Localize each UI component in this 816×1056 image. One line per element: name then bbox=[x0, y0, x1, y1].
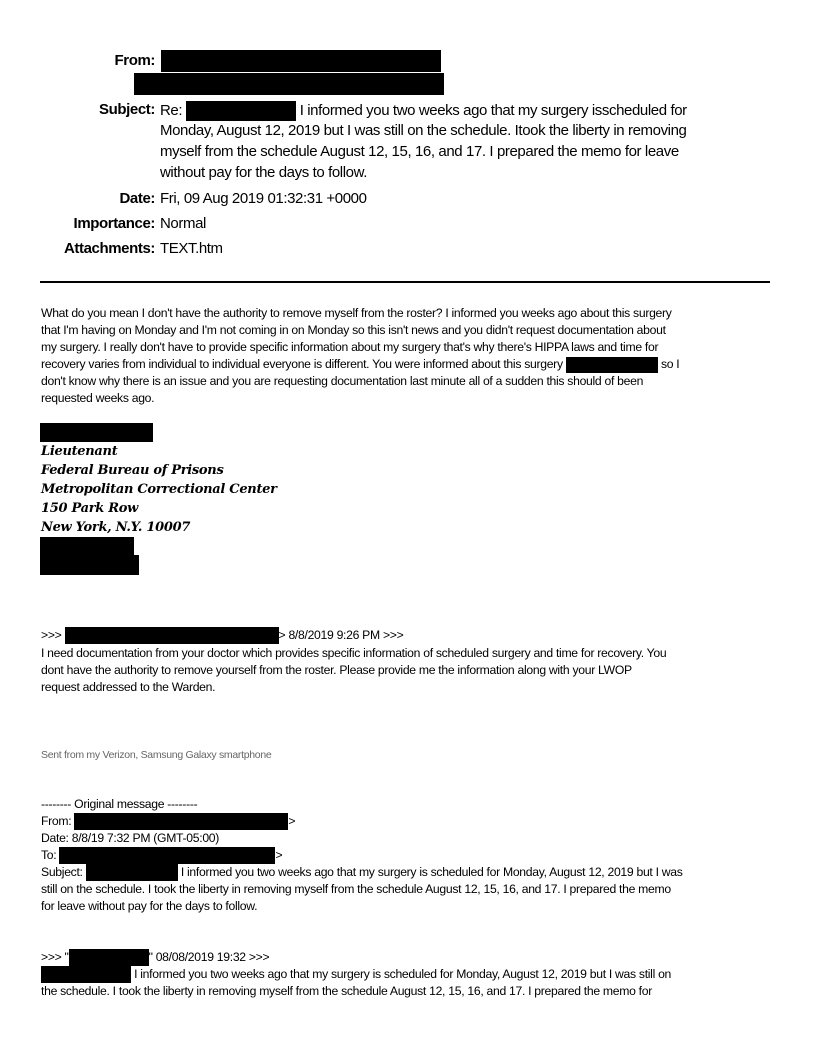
body-line: for leave without pay for the days to follow. bbox=[41, 899, 258, 913]
signature-line: Metropolitan Correctional Center bbox=[41, 482, 277, 497]
quoted-header bbox=[41, 949, 269, 966]
sent-from-footer: Sent from my Verizon, Samsung Galaxy smartphone bbox=[41, 749, 272, 761]
redaction bbox=[86, 864, 178, 881]
signature-line: Federal Bureau of Prisons bbox=[41, 463, 224, 478]
original-to bbox=[41, 847, 282, 864]
redaction bbox=[40, 537, 134, 557]
body-line: What do you mean I don't have the authority to remove myself from the roster? I informed you weeks ago about this surgery bbox=[41, 306, 672, 320]
body-text: so I bbox=[660, 357, 680, 371]
body-line: I need documentation from your doctor which provides specific information of scheduled surgery and time for recovery. You bbox=[41, 646, 667, 660]
redaction bbox=[59, 847, 275, 864]
redaction bbox=[566, 357, 658, 373]
date-value: Fri, 09 Aug 2019 01:32:31 +0000 bbox=[160, 190, 367, 207]
original-date: Date: 8/8/19 7:32 PM (GMT-05:00) bbox=[41, 831, 220, 845]
date-label: Date: bbox=[119, 190, 155, 207]
quote-marker: >>> " bbox=[41, 950, 69, 964]
original-divider: -------- Original message -------- bbox=[41, 797, 198, 811]
from-label: From: bbox=[114, 52, 155, 69]
subject-line: myself from the schedule August 12, 15, 16, and 17. I prepared the memo for leave bbox=[160, 143, 679, 160]
importance-value: Normal bbox=[160, 215, 206, 232]
signature-title: Lieutenant bbox=[41, 444, 118, 459]
to-label: To: bbox=[41, 848, 57, 862]
divider bbox=[40, 281, 770, 283]
signature-line: New York, N.Y. 10007 bbox=[41, 520, 191, 535]
subject-label: Subject: bbox=[99, 101, 155, 118]
quoted-timestamp: " 08/08/2019 19:32 >>> bbox=[148, 950, 270, 964]
subject-line: Monday, August 12, 2019 but I was still on the schedule. Itook the liberty in removing bbox=[160, 122, 687, 139]
subject-line: without pay for the days to follow. bbox=[160, 164, 367, 181]
redaction bbox=[74, 813, 288, 830]
redaction bbox=[134, 73, 444, 95]
subject-line: I informed you two weeks ago that my surgery isscheduled for bbox=[299, 101, 687, 119]
redaction bbox=[40, 555, 139, 575]
angle: > bbox=[288, 814, 296, 828]
redaction bbox=[186, 101, 296, 121]
body-text: I informed you two weeks ago that my surgery is scheduled for Monday, August 12, 2019 but I was still on bbox=[134, 967, 672, 981]
reply-header bbox=[41, 627, 403, 644]
original-subject bbox=[41, 864, 683, 881]
reply-timestamp: > 8/8/2019 9:26 PM >>> bbox=[278, 628, 404, 642]
angle: > bbox=[275, 848, 283, 862]
body-line: requested weeks ago. bbox=[41, 391, 155, 405]
body-line: the schedule. I took the liberty in removing myself from the schedule August 12, 15, 16, and 17. I prepared the memo for bbox=[41, 984, 652, 998]
redaction bbox=[161, 50, 441, 72]
body-line bbox=[41, 356, 679, 373]
subject-prefix: Re: bbox=[160, 101, 183, 119]
subject-label: Subject: bbox=[41, 865, 83, 879]
redaction bbox=[41, 966, 131, 983]
body-line: don't know why there is an issue and you are requesting documentation last minute all of a sudden this should of been bbox=[41, 374, 644, 388]
body-line: that I'm having on Monday and I'm not coming in on Monday so this isn't news and you didn't request documentation about bbox=[41, 323, 666, 337]
attachment-link[interactable]: TEXT.htm bbox=[160, 240, 223, 257]
redaction bbox=[65, 627, 279, 644]
body-text: recovery varies from individual to individual everyone is different. You were informed about this surgery bbox=[41, 357, 563, 371]
original-from bbox=[41, 813, 295, 830]
body-line: my surgery. I really don't have to provide specific information about my surgery that's why there's HIPPA laws and time for bbox=[41, 340, 659, 354]
body-line: dont have the authority to remove yourself from the roster. Please provide me the information along with your LWOP bbox=[41, 663, 632, 677]
quote-marker: >>> bbox=[41, 628, 62, 642]
body-line: request addressed to the Warden. bbox=[41, 680, 216, 694]
body-line bbox=[41, 966, 671, 983]
subject-text: I informed you two weeks ago that my surgery is scheduled for Monday, August 12, 2019 but I was bbox=[180, 865, 683, 879]
from-label: From: bbox=[41, 814, 72, 828]
redaction bbox=[69, 949, 149, 966]
attachments-label: Attachments: bbox=[63, 240, 155, 257]
body-line: still on the schedule. I took the liberty in removing myself from the schedule August 12, 15, 16, and 17. I prepared the memo bbox=[41, 882, 671, 896]
redaction bbox=[40, 423, 153, 442]
signature-line: 150 Park Row bbox=[41, 501, 138, 516]
importance-label: Importance: bbox=[73, 215, 155, 232]
